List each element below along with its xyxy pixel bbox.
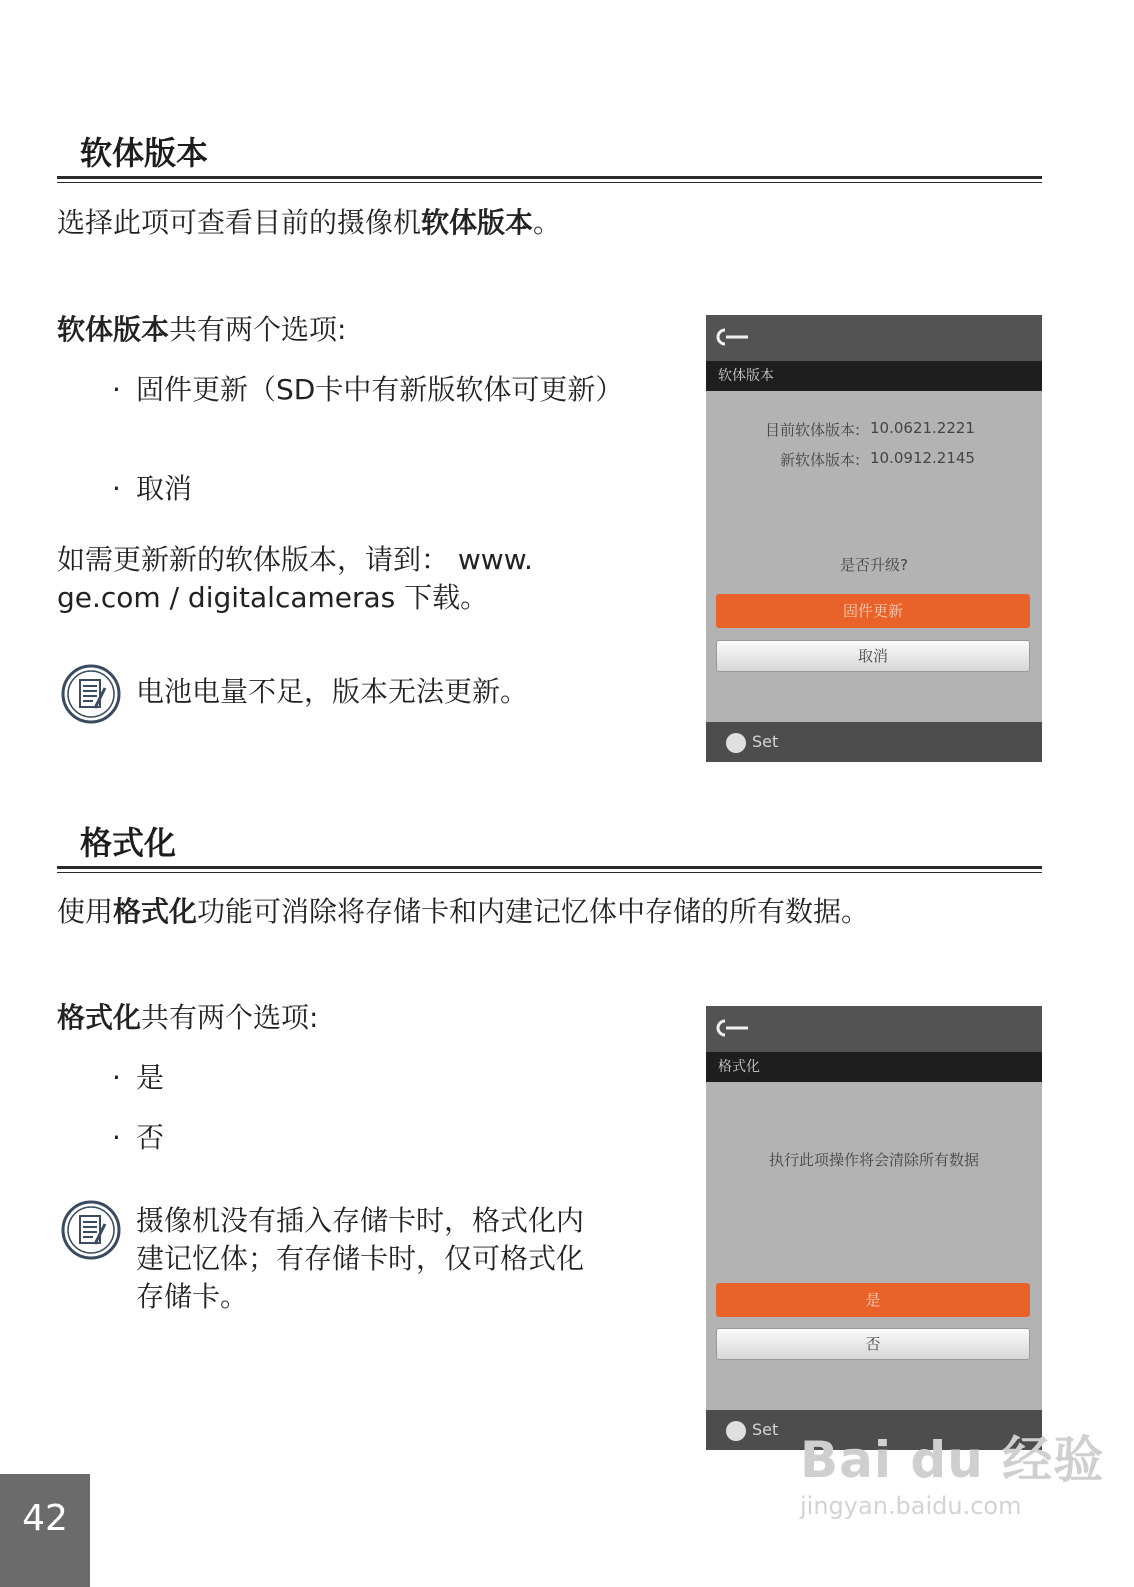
screen1-footer (706, 722, 1042, 762)
current-version-label: 目前软体版本: (764, 421, 860, 439)
new-version-label: 新软体版本: (779, 451, 860, 469)
section2-note-line1: 摄像机没有插入存储卡时，格式化内 (136, 1204, 585, 1237)
current-version-value: 10.0621.2221 (870, 419, 975, 437)
note-icon (61, 664, 121, 728)
cancel-button[interactable]: 取消 (716, 640, 1030, 672)
section2-bullet-1: · 是 (112, 1061, 165, 1094)
screen2-title: 格式化 (706, 1052, 1042, 1082)
section1-intro: 选择此项可查看目前的摄像机软体版本。 (57, 206, 562, 239)
software-version-screen (706, 315, 1042, 762)
baidu-watermark: Bai du 经验 (800, 1431, 1105, 1489)
section1-update-line2: ge.com / digitalcameras 下载。 (57, 581, 489, 614)
section2-rule-thick (57, 866, 1042, 869)
section1-bullet-1: · 固件更新（SD卡中有新版软体可更新） (112, 373, 624, 406)
set-label: Set (752, 732, 779, 751)
format-no-button[interactable]: 否 (716, 1328, 1030, 1360)
screen1-top-bar (706, 315, 1042, 361)
set-button-icon (726, 1421, 746, 1441)
screen2-top-bar (706, 1006, 1042, 1052)
note-icon (61, 1200, 121, 1264)
format-screen (706, 1006, 1042, 1450)
format-warning-message: 执行此项操作将会清除所有数据 (768, 1151, 979, 1169)
format-yes-button[interactable]: 是 (716, 1283, 1030, 1317)
section1-note: 电池电量不足，版本无法更新。 (136, 675, 529, 708)
new-version-value: 10.0912.2145 (870, 449, 975, 467)
baidu-watermark-url: jingyan.baidu.com (800, 1492, 1022, 1520)
set-label: Set (752, 1420, 779, 1439)
key-icon (716, 1018, 750, 1038)
section2-bullet-2: · 否 (112, 1121, 165, 1154)
section2-intro: 使用格式化功能可消除将存储卡和内建记忆体中存储的所有数据。 (57, 895, 870, 928)
section1-bullet-2: · 取消 (112, 472, 193, 505)
section1-rule-thick (57, 176, 1042, 179)
key-icon (716, 327, 750, 347)
section2-note-line2: 建记忆体；有存储卡时，仅可格式化 (136, 1242, 585, 1275)
section1-update-line1: 如需更新新的软体版本，请到： www. (57, 543, 533, 576)
section1-rule-thin (57, 182, 1042, 183)
screen1-body (706, 391, 1042, 722)
section1-heading: 软体版本 (80, 134, 209, 172)
firmware-update-button[interactable]: 固件更新 (716, 594, 1030, 628)
section2-note-line3: 存储卡。 (136, 1280, 249, 1313)
set-button-icon (726, 733, 746, 753)
upgrade-prompt: 是否升级? (840, 556, 908, 574)
screen2-body (706, 1082, 1042, 1410)
section2-heading: 格式化 (80, 824, 177, 862)
section2-options-line: 格式化共有两个选项: (57, 1001, 319, 1034)
section1-options-line: 软体版本共有两个选项: (57, 313, 347, 346)
screen1-title: 软体版本 (706, 361, 1042, 391)
section2-rule-thin (57, 872, 1042, 873)
page-number: 42 (0, 1474, 90, 1587)
